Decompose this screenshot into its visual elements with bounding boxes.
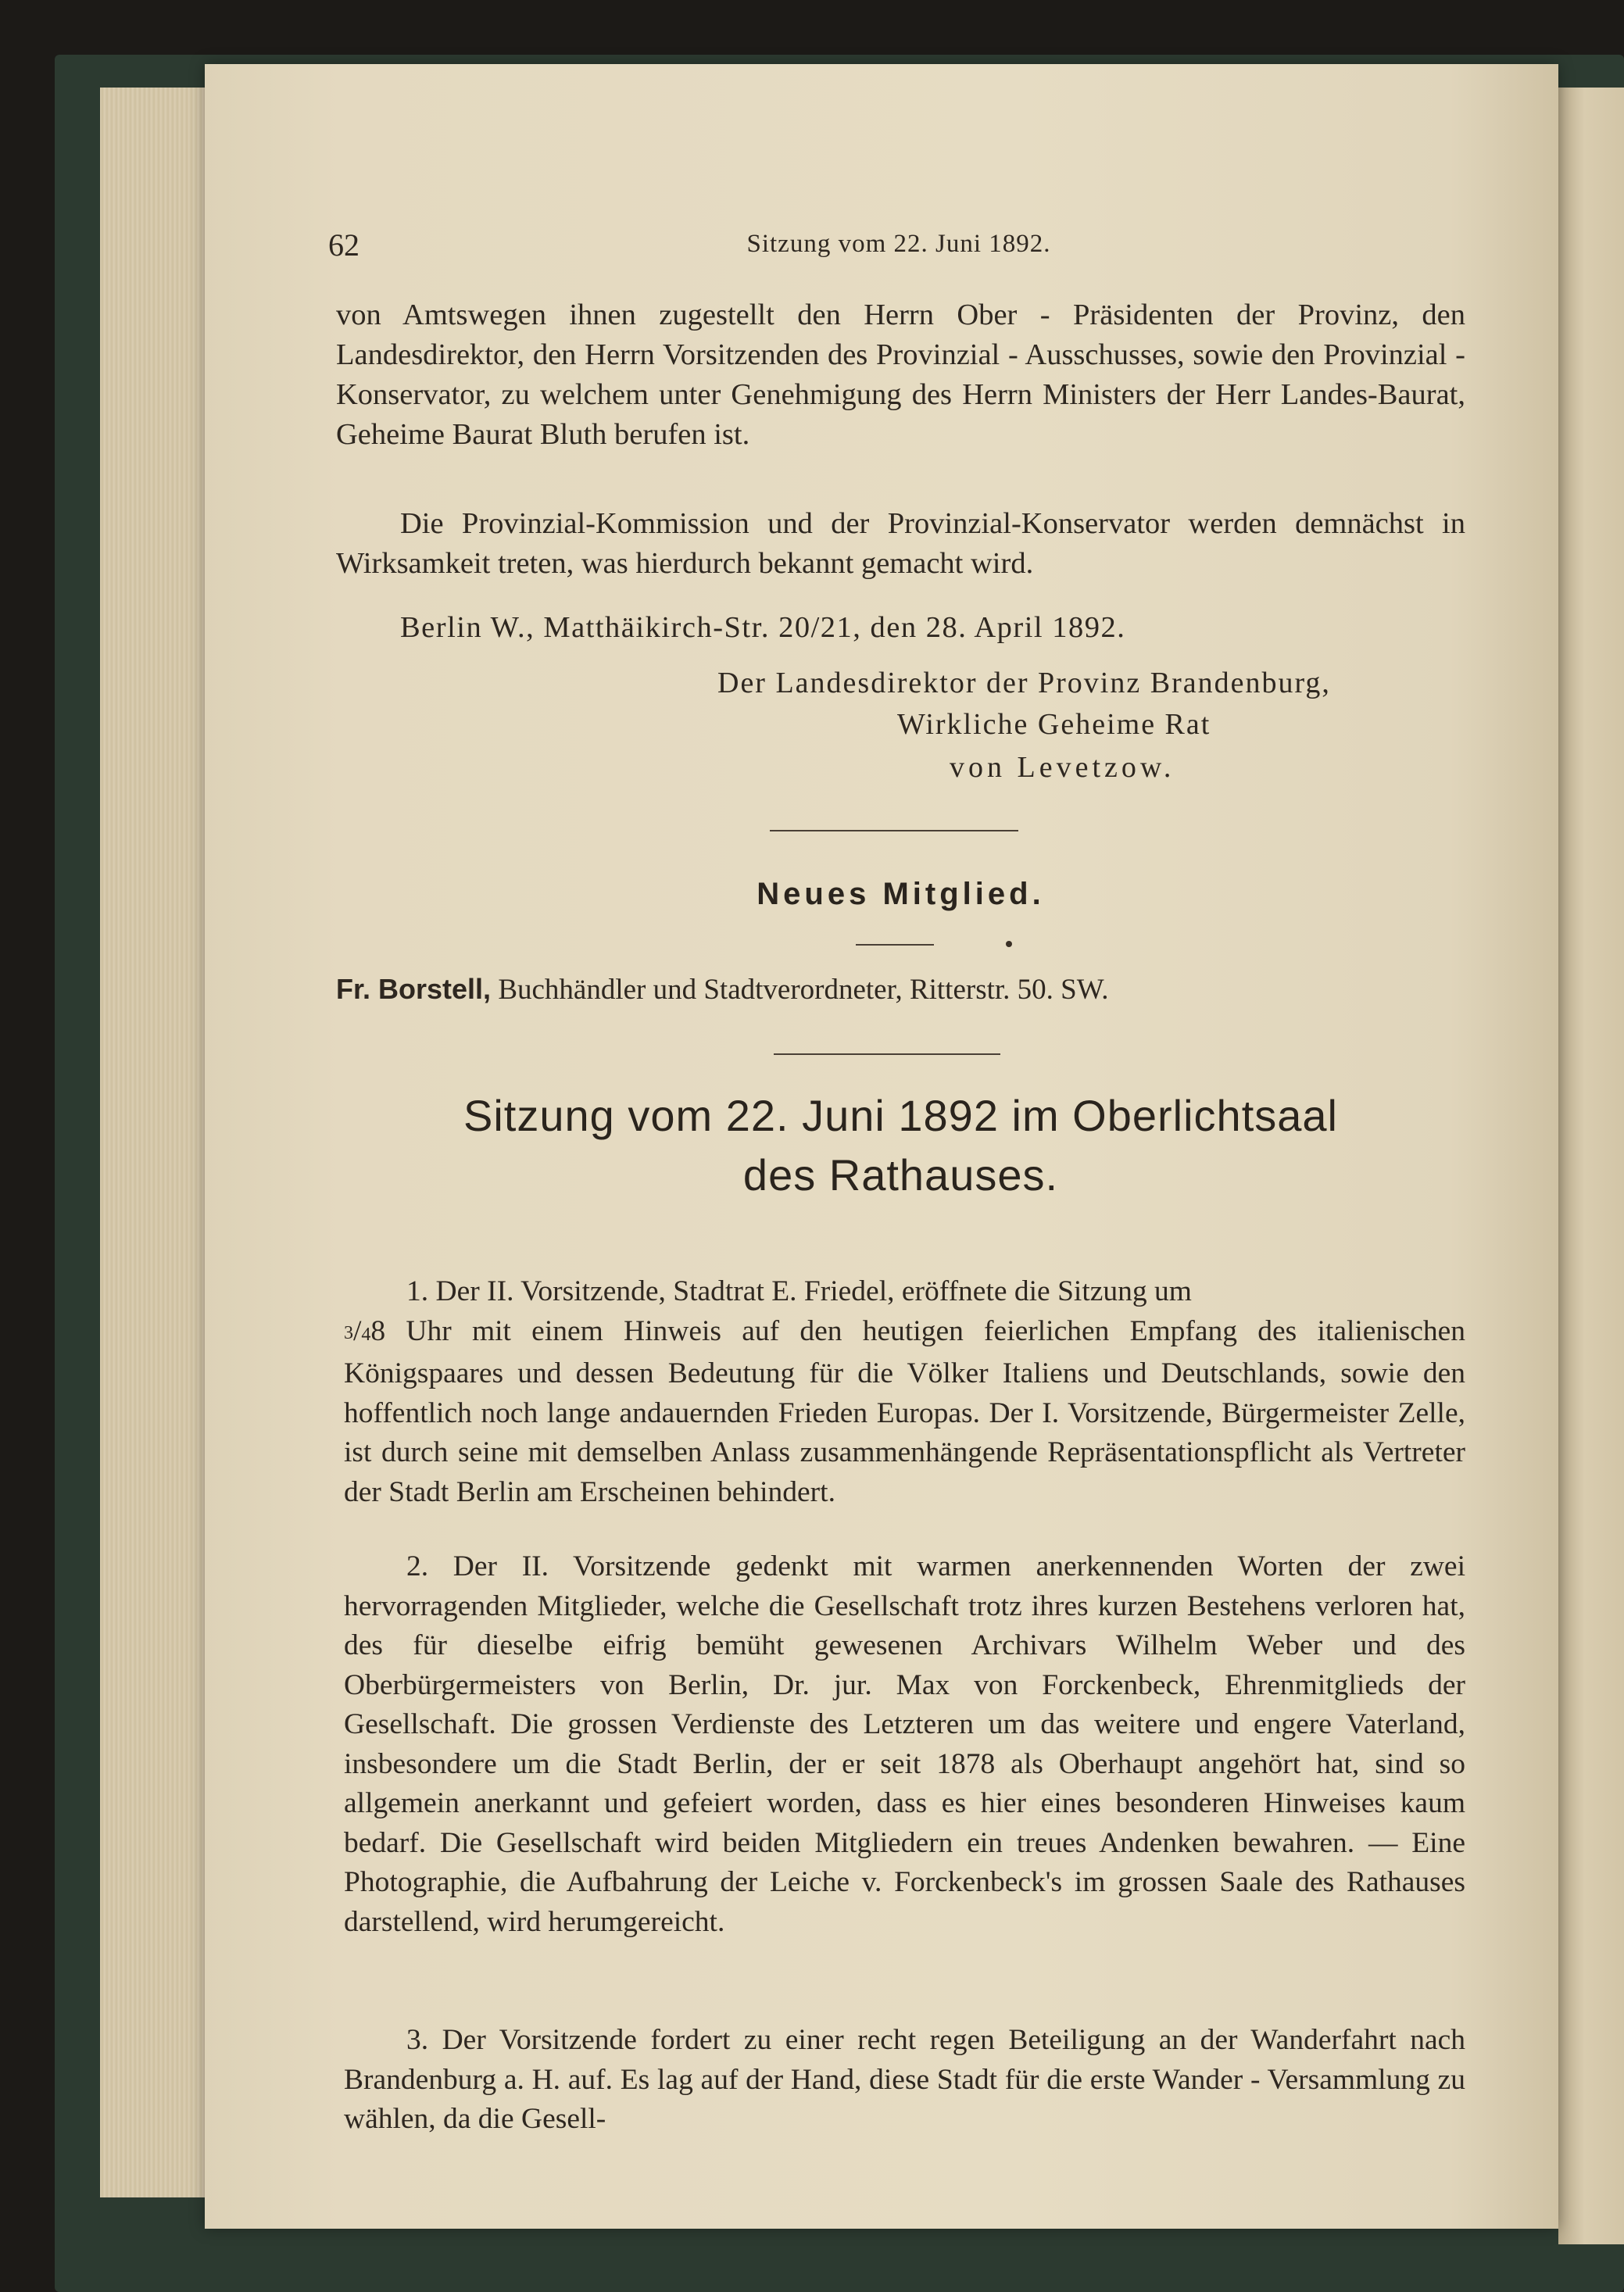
page-number: 62 <box>328 227 359 263</box>
agenda-item-1-body: $^3$/48 Uhr mit einem Hinweis auf den heutigen feierlichen Empfang des italienischen Königspaares und dessen Bedeutung für die Völker Italiens und Deutschlands, sowie den hoffentlich noch lange andauernden Frieden Europas. Der I. Vorsitzende, Bürgermeister Zelle, ist durch seine mit demselben Anlass zusammenhängende Repräsentationspflicht als Vertreter der Stadt Berlin am Erscheinen behindert. <box>344 1314 1465 1508</box>
running-title: Sitzung vom 22. Juni 1892. <box>746 230 1051 258</box>
session-title <box>336 1086 1465 1205</box>
facing-page-edge <box>1558 88 1624 2244</box>
short-rule <box>856 944 934 946</box>
agenda-item-1 <box>344 1272 1465 1512</box>
place-date: Berlin W., Matthäikirch-Str. 20/21, den 28. April 1892. <box>400 611 1126 644</box>
page-header <box>328 227 1469 274</box>
agenda-item-1-first-line: 1. Der II. Vorsitzende, Stadtrat E. Friedel, eröffnete die Sitzung um <box>406 1275 1192 1307</box>
page-edges <box>100 88 213 2197</box>
session-title-line-2: des Rathauses. <box>742 1150 1059 1200</box>
divider-rule-2 <box>774 1053 1000 1055</box>
member-name: Fr. Borstell, <box>336 973 492 1005</box>
agenda-item-3: 3. Der Vorsitzende fordert zu einer recht regen Beteiligung an der Wanderfahrt nach Brandenburg a. H. auf. Es lag auf der Hand, diese Stadt für die erste Wander - Versammlung zu wählen, da die Gesell- <box>344 2024 1465 2135</box>
agenda-item-2: 2. Der II. Vorsitzende gedenkt mit warmen anerkennenden Worten der zwei hervorragenden Mitglieder, welche die Gesellschaft trotz ihres kurzen Bestehens verloren hat, des für dieselbe eifrig bemüht gewesenen Archivars Wilhelm Weber und des Oberbürgermeisters von Berlin, Dr. jur. Max von Forckenbeck, Ehrenmitglieds der Gesellschaft. Die grossen Verdienste des Letzteren um das weitere und engere Vaterland, insbesondere um die Stadt Berlin, der er seit 1878 als Oberhaupt angehört hat, sind so allgemein anerkannt und gefeiert worden, dass es hier eines besonderen Hinweises kaum bedarf. Die Gesellschaft wird beiden Mitgliedern ein treues Andenken bewahren. — Eine Photographie, die Aufbahrung der Leiche v. Forckenbeck's im grossen Saale des Rathauses darstellend, wird herumgereicht. <box>344 1550 1465 1938</box>
member-details: Buchhändler und Stadtverordneter, Ritterstr. 50. SW. <box>498 974 1109 1006</box>
fraction-denominator: 4 <box>361 1324 371 1345</box>
section-heading-new-member: Neues Mitglied. <box>757 877 1045 911</box>
intro-paragraph-1: von Amtswegen ihnen zugestellt den Herrn Ober - Präsidenten der Provinz, den Landesdirektor, den Herrn Vorsitzenden des Provinzial - Ausschusses, sowie den Provinzial - Konservator, zu welchem unter Genehmigung des Herrn Ministers der Herr Landes-Baurat, Geheime Baurat Bluth berufen ist. <box>336 299 1465 451</box>
agenda-item-1-text: 8 Uhr mit einem Hinweis auf den heutigen feierlichen Empfang des italienischen Königspaares und dessen Bedeutung für die Völker Italiens und Deutschlands, sowie den hoffentlich noch lange andauernden Frieden Europas. Der I. Vorsitzende, Bürgermeister Zelle, ist durch seine mit demselben Anlass zusammenhängende Repräsentationspflicht als Vertreter der Stadt Berlin am Erscheinen behindert. <box>344 1314 1465 1508</box>
session-title-line-1: Sitzung vom 22. Juni 1892 im Oberlichtsaal <box>463 1091 1338 1140</box>
fraction-numerator: 3 <box>344 1322 353 1343</box>
signature-line-3: von Levetzow. <box>950 751 1175 784</box>
new-member-entry <box>336 973 1465 1007</box>
ornament-dot <box>1006 941 1012 947</box>
signature-line-1: Der Landesdirektor der Provinz Brandenburg, <box>717 667 1331 699</box>
signature-line-2: Wirkliche Geheime Rat <box>897 708 1211 741</box>
divider-rule <box>770 830 1018 831</box>
intro-paragraph-2: Die Provinzial-Kommission und der Provinzial-Konservator werden demnächst in Wirksamkeit treten, was hierdurch bekannt gemacht wird. <box>336 507 1465 580</box>
